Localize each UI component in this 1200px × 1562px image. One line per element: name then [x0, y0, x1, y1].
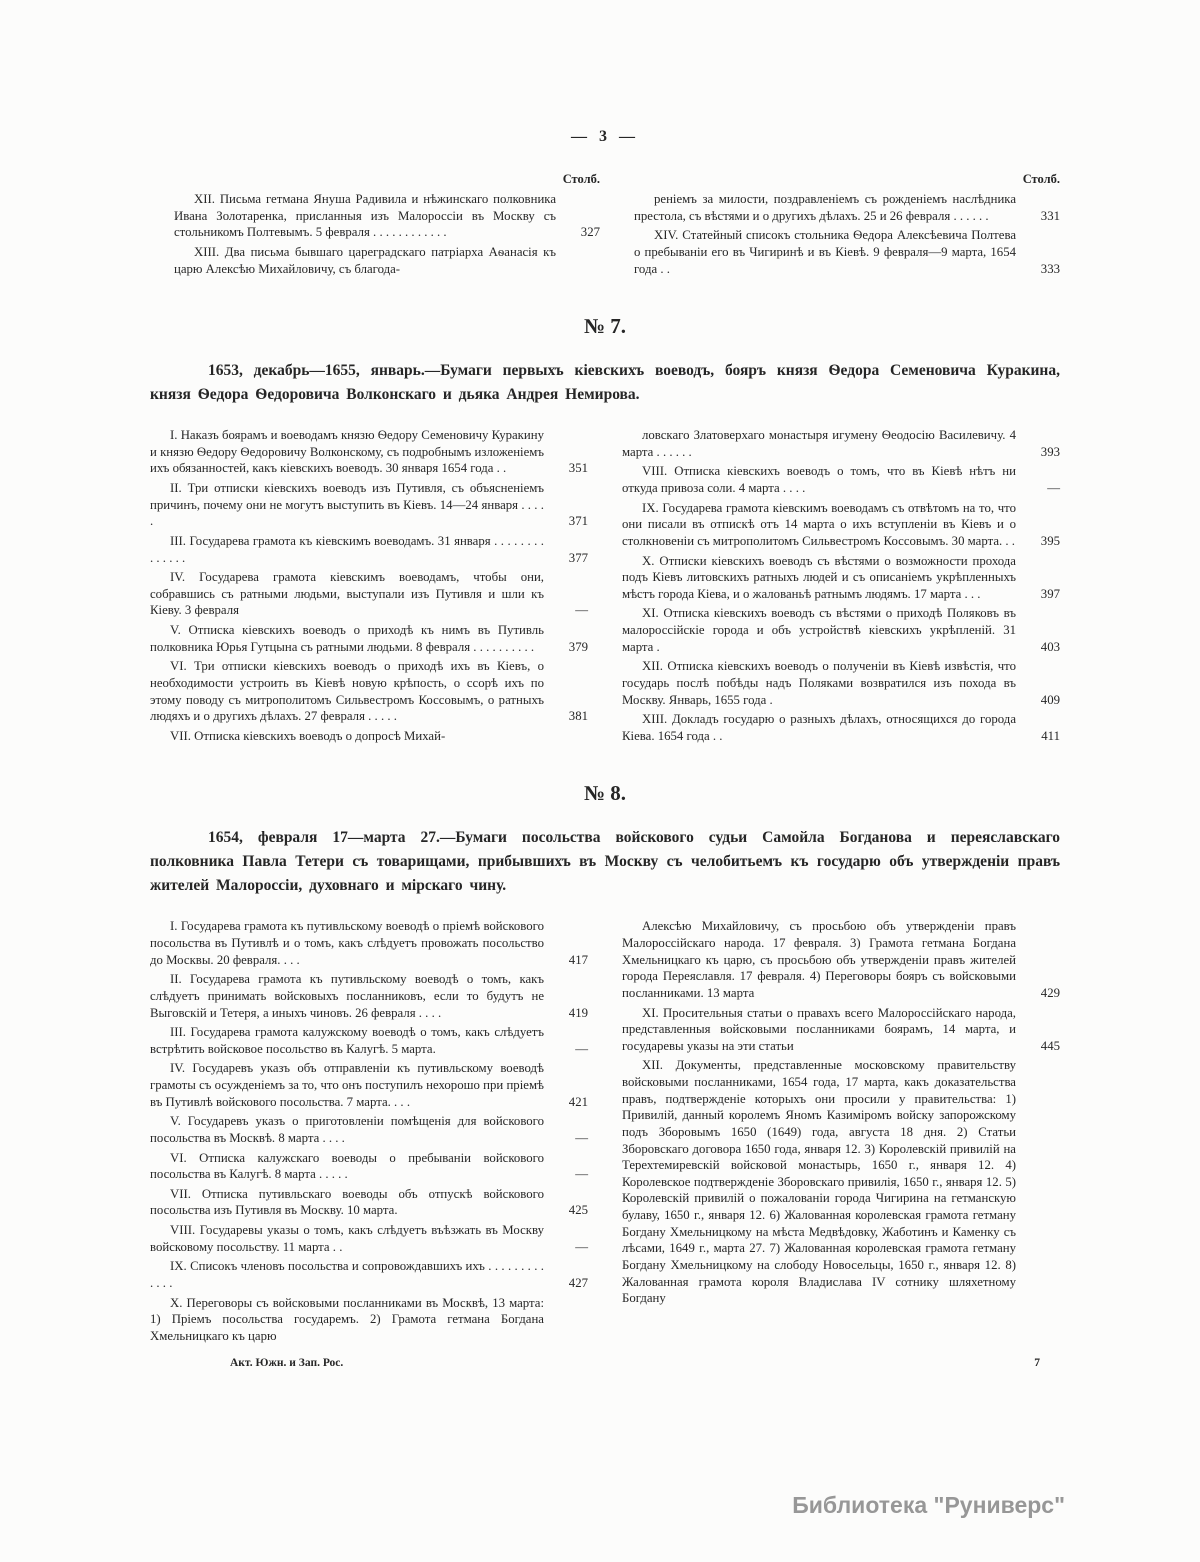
entry-text: VI. Отписка калужскаго воеводы о пребываніи войскового посольства въ Калугѣ. 8 марта . . . . .: [150, 1150, 544, 1182]
section-8-left-column: [150, 918, 588, 1347]
top-left-column: [150, 172, 600, 280]
entry-page-number: 403: [1040, 639, 1060, 654]
entry-page-number: 395: [1040, 533, 1060, 548]
column-header-right: Столб.: [1022, 172, 1060, 186]
entry-text: VIII. Государевы указы о томъ, какъ слѣдуетъ въѣзжать въ Москву войсковому посольству. 11 марта . .: [150, 1223, 544, 1254]
entry-text: VIII. Отписка кіевскихъ воеводъ о томъ, что въ Кіевѣ нѣтъ ни откуда привоза соли. 4 марта . . . .: [622, 464, 1016, 496]
toc-entry: [150, 658, 588, 725]
toc-entry: [150, 1024, 588, 1057]
top-right-column: [634, 172, 1060, 280]
entry-text: IX. Государева грамота кіевскимъ воеводамъ съ отвѣтомъ на то, что они писали въ отпискѣ отъ 14 марта о ихъ вступленіи въ Кіевъ и о столкновеніи съ митрополитомъ Сильвестромъ Коссовымъ. 30 марта. . .: [622, 500, 1016, 548]
entry-page-number: —: [575, 603, 588, 618]
entry-text: XIII. Докладъ государю о разныхъ дѣлахъ, относящихся до города Кіева. 1654 года . .: [622, 712, 1016, 743]
entry-page-number: 429: [1040, 985, 1060, 1000]
toc-entry: [150, 1150, 588, 1183]
toc-entry: [150, 918, 588, 968]
toc-entry: [150, 971, 588, 1021]
section-7-right-column: [622, 427, 1060, 747]
page-footer: [150, 1357, 1060, 1369]
toc-entry: [622, 658, 1060, 708]
toc-entry: [150, 569, 588, 619]
toc-entry: [634, 227, 1060, 277]
entry-text: VII. Отписка кіевскихъ воеводъ о допросѣ Михай-: [170, 728, 446, 743]
entry-text: IX. Списокъ членовъ посольства и сопровождавшихъ ихъ . . . . . . . . . . . . .: [150, 1259, 544, 1290]
toc-entry: [150, 1113, 588, 1146]
entry-page-number: 427: [568, 1275, 588, 1290]
entry-text: XI. Просительныя статьи о правахъ всего Малороссійскаго народа, представленныя войсковыми посланниками боярамъ, 14 марта, и государевы указы на эти статьи: [622, 1005, 1016, 1053]
entry-text: I. Наказъ боярамъ и воеводамъ князю Ѳедору Семеновичу Куракину и князю Ѳедору Ѳедоровичу Волконскому, съ подробнымъ изложеніемъ ихъ обязанностей, какъ кіевскихъ воеводъ. 30 января 1654 года . .: [150, 428, 544, 476]
section-7-columns: [150, 427, 1060, 747]
section-8-right-entries: [622, 918, 1060, 1306]
toc-entry: [150, 1258, 588, 1291]
section-8-right-column: [622, 918, 1060, 1347]
section-7-heading: 1653, декабрь—1655, январь.—Бумаги первыхъ кіевскихъ воеводъ, бояръ князя Ѳедора Семеновича Куракина, князя Ѳедора Ѳедоровича Волконскаго и дьяка Андрея Немирова.: [150, 362, 1060, 404]
page-number: — 3 —: [571, 128, 639, 145]
entry-page-number: 331: [1040, 208, 1060, 223]
toc-entry: [634, 191, 1060, 224]
toc-entry: [622, 711, 1060, 744]
entry-page-number: 333: [1040, 261, 1060, 276]
toc-entry: [622, 463, 1060, 496]
entry-text: IV. Государева грамота кіевскимъ воеводамъ, чтобы они, собравшись съ ратными людьми, выступали изъ Путивля и шли къ Кіеву. 3 февраля: [150, 570, 544, 618]
entry-text: V. Отписка кіевскихъ воеводъ о приходѣ къ нимъ въ Путивль полковника Юрья Гутцына съ ратными людьми. 8 февраля . . . . . . . . . .: [150, 623, 544, 654]
toc-entry: [150, 427, 588, 477]
toc-entry: [622, 605, 1060, 655]
entry-page-number: 419: [568, 1005, 588, 1020]
entry-text: X. Переговоры съ войсковыми посланниками въ Москвѣ, 13 марта: 1) Пріемъ посольства государемъ. 2) Грамота гетмана Богдана Хмельницкаго къ царю: [150, 1295, 544, 1343]
footer-sheet-number: 7: [1034, 1357, 1040, 1370]
entry-page-number: —: [575, 1041, 588, 1056]
toc-entry: [150, 1295, 588, 1345]
entry-page-number: 411: [1041, 728, 1060, 743]
toc-entry: [622, 553, 1060, 603]
entry-text: XIV. Статейный списокъ стольника Ѳедора Алексѣевича Полтева о пребываніи его въ Чигиринѣ и въ Кіевѣ. 9 февраля—9 марта, 1654 года . .: [634, 228, 1016, 276]
entry-page-number: 445: [1040, 1038, 1060, 1053]
entry-text: VI. Три отписки кіевскихъ воеводъ о приходѣ ихъ въ Кіевъ, о необходимости устроить въ Кіевѣ новую крѣпость, о ссорѣ ихъ по этому поводу съ митрополитомъ Сильвестромъ Коссовымъ, о ратныхъ людяхъ и о другихъ дѣлахъ. 27 февраля . . . . .: [150, 659, 544, 724]
entry-page-number: 381: [568, 709, 588, 724]
entry-text: IV. Государевъ указъ объ отправленіи къ путивльскому воеводѣ грамоты съ осужденіемъ за то, что онъ поступилъ нехорошо при пріемѣ въ Путивлѣ войскового посольства. 7 марта. . . .: [150, 1061, 544, 1109]
library-watermark: Библиотека "Руниверс": [792, 1492, 1065, 1518]
toc-entry: [174, 244, 600, 277]
entry-text: V. Государевъ указъ о приготовленіи помѣщенія для войскового посольства въ Москвѣ. 8 марта . . . .: [150, 1114, 544, 1145]
entry-page-number: 409: [1040, 692, 1060, 707]
entry-page-number: —: [1047, 481, 1060, 496]
section-8-columns: [150, 918, 1060, 1347]
entry-text: XII. Отписка кіевскихъ воеводъ о полученіи въ Кіевѣ извѣстія, что государь послѣ побѣды надъ Поляками возвратился изъ похода въ Москву. Январь, 1655 года .: [622, 659, 1016, 707]
entry-text: II. Государева грамота къ путивльскому воеводѣ о томъ, какъ слѣдуетъ принимать войсковыхъ посланниковъ, если то будутъ не Выговскій и Тетеря, а иныхъ чиновъ. 26 февраля . . . .: [150, 972, 544, 1020]
toc-entry: [622, 1005, 1060, 1055]
entry-text: III. Государева грамота калужскому воеводѣ о томъ, какъ слѣдуетъ встрѣтить войсковое посольство въ Калугѣ. 5 марта.: [150, 1025, 544, 1056]
entry-page-number: 351: [568, 461, 588, 476]
entry-text: I. Государева грамота къ путивльскому воеводѣ о пріемѣ войскового посольства въ Путивлѣ и о томъ, какъ слѣдуетъ провожать посольство до Москвы. 20 февраля. . . .: [150, 919, 544, 967]
entry-page-number: 421: [568, 1094, 588, 1109]
entry-page-number: 417: [568, 952, 588, 967]
entry-page-number: 377: [568, 550, 588, 565]
toc-entry: [150, 728, 588, 745]
toc-entry: [174, 191, 600, 241]
section-7-number: № 7.: [583, 314, 627, 339]
column-header-left: Столб.: [562, 172, 600, 186]
entry-page-number: 371: [568, 514, 588, 529]
entry-text: III. Государева грамота къ кіевскимъ воеводамъ. 31 января . . . . . . . . . . . . . .: [150, 533, 544, 565]
entry-text: X. Отписки кіевскихъ воеводъ съ вѣстями о возможности прохода подъ Кіевъ литовскихъ ратныхъ людей и съ описаніемъ укрѣпленныхъ мѣстъ города Кіева, и о жалованьѣ ратнымъ людямъ. 17 марта . . .: [622, 553, 1016, 601]
section-8-heading: 1654, февраля 17—марта 27.—Бумаги посольства войскового судьи Самойла Богданова и переяславскаго полковника Павла Тетери съ товарищами, прибывшихъ въ Москву съ челобитьемъ къ государю объ утвержденіи правъ жителей Малороссіи, духовнаго и мірскаго чину.: [150, 829, 1060, 895]
entry-page-number: 327: [580, 225, 600, 240]
entry-text: реніемъ за милости, поздравленіемъ съ рожденіемъ наслѣдника престола, съ вѣстями и о другихъ дѣлахъ. 25 и 26 февраля . . . . . .: [634, 192, 1016, 223]
section-7-left-column: [150, 427, 588, 747]
top-right-entries: [634, 191, 1060, 277]
entry-page-number: 393: [1040, 444, 1060, 459]
entry-page-number: 379: [568, 639, 588, 654]
toc-entry: [622, 918, 1060, 1001]
toc-entry: [622, 500, 1060, 550]
toc-entry: [150, 533, 588, 566]
entry-text: XIII. Два письма бывшаго цареградскаго патріарха Аѳанасія къ царю Алексѣю Михайловичу, съ благода-: [174, 244, 556, 276]
toc-entry: [622, 1057, 1060, 1306]
entry-text: Алексѣю Михайловичу, съ просьбою объ утвержденіи правъ Малороссійскаго народа. 17 февраля. 3) Грамота гетмана Богдана Хмельницкаго къ царю, съ просьбою объ утвержденіи правъ жителей города Переяславля. 17 февраля. 4) Переговоры бояръ съ войсковыми посланниками. 13 марта: [622, 919, 1016, 1000]
entry-text: XII. Документы, представленные московскому правительству войсковыми посланниками, 1654 года, 17 марта, какъ доказательства правъ, подтвержденіе которыхъ они просили у правительства: 1) Привилій, данный королемъ Яномъ Казиміромъ войску запорожскому подъ Зборовымъ 1650 (1649) года, августа 18 дня. 2) Статьи Зборовскаго договора 1650 года, января 12. 3) Королевскій привилій на Терехтемиревскій войсковой монастырь, 1650 г., января 12. 4) Королевское подтвержденіе Зборовскаго привилія, 1650 г., января 12. 5) Королевскій привилій о пожалованіи города Чигирина на гетманскую булаву, 1650 г., января 12. 6) Жалованная королевская грамота гетману Богдану Хмельницкому на мѣста Медвѣдовку, Жаботинъ и Каменку съ лѣсами, 1649 г., марта 27. 7) Жалованная королевская грамота гетману Богдану Хмельницкому на слободу Новосельцы, 1650 г., января 12. 8) Жалованная грамота короля Владислава IV сотнику шляхетному Богдану: [622, 1058, 1016, 1306]
section-8-left-entries: [150, 918, 588, 1344]
entry-page-number: —: [575, 1130, 588, 1145]
toc-entry: [150, 622, 588, 655]
toc-entry: [622, 427, 1060, 460]
top-section-columns: [150, 172, 1060, 280]
entry-text: XII. Письма гетмана Януша Радивила и нѣжинскаго полковника Ивана Золотаренка, присланныя изъ Малороссіи въ Москву съ стольникомъ Полтевымъ. 5 февраля . . . . . . . . . . . .: [174, 192, 556, 240]
entry-text: XI. Отписка кіевскихъ воеводъ съ вѣстями о приходѣ Поляковъ въ малороссійскіе города и объ устройствѣ кіевскихъ укрѣпленій. 31 марта .: [622, 606, 1016, 654]
section-7-right-entries: [622, 427, 1060, 744]
entry-text: II. Три отписки кіевскихъ воеводъ изъ Путивля, съ объясненіемъ причинъ, почему они не могутъ выступить въ Кіевъ. 14—24 января . . . . .: [150, 481, 544, 529]
toc-entry: [150, 1222, 588, 1255]
footer-signature: Акт. Южн. и Зап. Рос.: [230, 1357, 344, 1370]
entry-text: VII. Отписка путивльскаго воеводы объ отпускѣ войскового посольства изъ Путивля въ Москву. 10 марта.: [150, 1186, 544, 1218]
section-7-left-entries: [150, 427, 588, 744]
toc-entry: [150, 1186, 588, 1219]
entry-page-number: —: [575, 1239, 588, 1254]
entry-page-number: 397: [1040, 586, 1060, 601]
entry-page-number: —: [575, 1167, 588, 1182]
toc-entry: [150, 480, 588, 530]
toc-entry: [150, 1060, 588, 1110]
entry-text: ловскаго Златоверхаго монастыря игумену Ѳеодосію Василевичу. 4 марта . . . . . .: [622, 428, 1016, 459]
section-8-number: № 8.: [583, 781, 627, 806]
entry-page-number: 425: [568, 1203, 588, 1218]
top-left-entries: [174, 191, 600, 277]
